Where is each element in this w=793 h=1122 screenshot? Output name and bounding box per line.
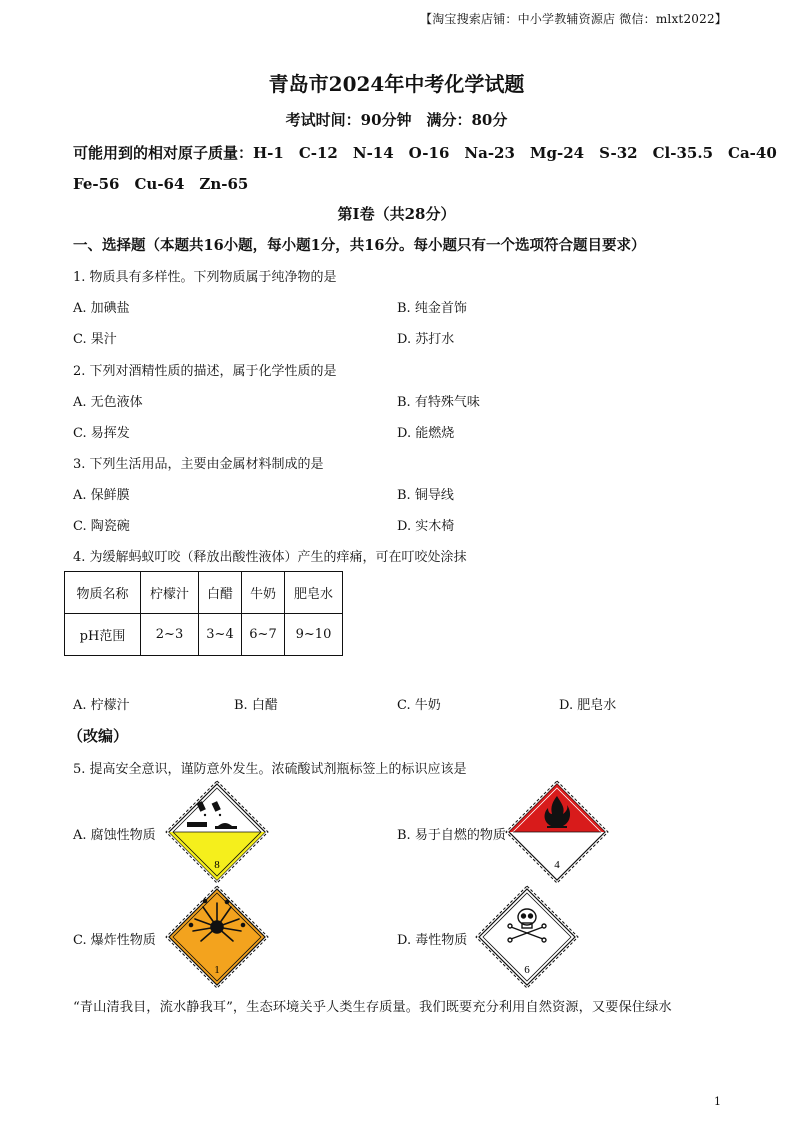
q2-option-c: C. 易挥发 — [73, 426, 130, 441]
table-cell: 2~3 — [141, 614, 199, 656]
atomic-mass-line-1: 可能用到的相对原子质量：H-1 C-12 N-14 O-16 Na-23 Mg-24 S-32 Cl-35.5 Ca-40 — [73, 144, 777, 162]
q3-option-a: A. 保鲜膜 — [73, 488, 130, 503]
passage-start: “青山清我目，流水静我耳”，生态环境关乎人类生存质量。我们既要充分利用自然资源，又要保住绿水 — [73, 1000, 672, 1015]
table-cell: 牛奶 — [242, 572, 285, 614]
question-1-stem: 1. 物质具有多样性。下列物质属于纯净物的是 — [73, 270, 337, 285]
table-cell: 肥皂水 — [285, 572, 343, 614]
q5-option-d: D. 毒性物质 — [397, 933, 468, 948]
toxic-class-number: 6 — [524, 964, 530, 976]
table-cell: pH范围 — [65, 614, 141, 656]
q1-option-a: A. 加碘盐 — [73, 301, 130, 316]
table-cell: 白醋 — [199, 572, 242, 614]
header-note: 【淘宝搜索店铺：中小学教辅资源店 微信：mlxt2022】 — [420, 12, 727, 26]
q4-option-d: D. 肥皂水 — [559, 698, 617, 713]
question-2-stem: 2. 下列对酒精性质的描述，属于化学性质的是 — [73, 364, 337, 379]
q1-option-b: B. 纯金首饰 — [397, 301, 467, 316]
q3-option-b: B. 铜导线 — [397, 488, 454, 503]
q5-option-a: A. 腐蚀性物质 — [73, 828, 156, 843]
q2-option-b: B. 有特殊气味 — [397, 395, 480, 410]
corrosive-hazard-sign — [165, 780, 269, 884]
q4-option-a: A. 柠檬汁 — [73, 698, 130, 713]
q1-option-c: C. 果汁 — [73, 332, 117, 347]
q1-option-d: D. 苏打水 — [397, 332, 455, 347]
question-3-stem: 3. 下列生活用品，主要由金属材料制成的是 — [73, 457, 324, 472]
explosive-hazard-sign — [165, 885, 269, 989]
q5-option-c: C. 爆炸性物质 — [73, 933, 156, 948]
toxic-hazard-sign — [475, 885, 579, 989]
exam-info: 考试时间：90分钟 满分：80分 — [285, 111, 508, 129]
q2-option-d: D. 能燃烧 — [397, 426, 455, 441]
q4-option-b: B. 白醋 — [234, 698, 278, 713]
table-cell: 物质名称 — [65, 572, 141, 614]
q2-option-a: A. 无色液体 — [73, 395, 143, 410]
q5-option-b: B. 易于自燃的物质 — [397, 828, 506, 843]
section-title: 一、选择题（本题共16小题，每小题1分，共16分。每小题只有一个选项符合题目要求） — [73, 237, 646, 254]
table-cell: 柠檬汁 — [141, 572, 199, 614]
page-number: 1 — [714, 1095, 721, 1108]
table-cell: 6~7 — [242, 614, 285, 656]
explosive-class-number: 1 — [214, 964, 220, 976]
ph-table — [64, 571, 343, 656]
table-row — [65, 614, 343, 656]
page-title: 青岛市2024年中考化学试题 — [268, 72, 525, 96]
table-header-row — [65, 572, 343, 614]
q3-option-d: D. 实木椅 — [397, 519, 455, 534]
question-5-stem: 5. 提高安全意识，谨防意外发生。浓硫酸试剂瓶标签上的标识应该是 — [73, 762, 467, 777]
atomic-mass-line-2: Fe-56 Cu-64 Zn-65 — [73, 175, 249, 193]
table-cell: 3~4 — [199, 614, 242, 656]
flammable-hazard-sign — [505, 780, 609, 884]
question-4-stem: 4. 为缓解蚂蚁叮咬（释放出酸性液体）产生的痒痛，可在叮咬处涂抹 — [73, 550, 467, 565]
flammable-class-number: 4 — [554, 859, 560, 871]
table-cell: 9~10 — [285, 614, 343, 656]
q4-option-c: C. 牛奶 — [397, 698, 441, 713]
adapted-note: （改编） — [68, 727, 129, 745]
volume-title: 第Ⅰ卷（共28分） — [337, 205, 456, 223]
q3-option-c: C. 陶瓷碗 — [73, 519, 130, 534]
corrosive-class-number: 8 — [214, 859, 220, 871]
